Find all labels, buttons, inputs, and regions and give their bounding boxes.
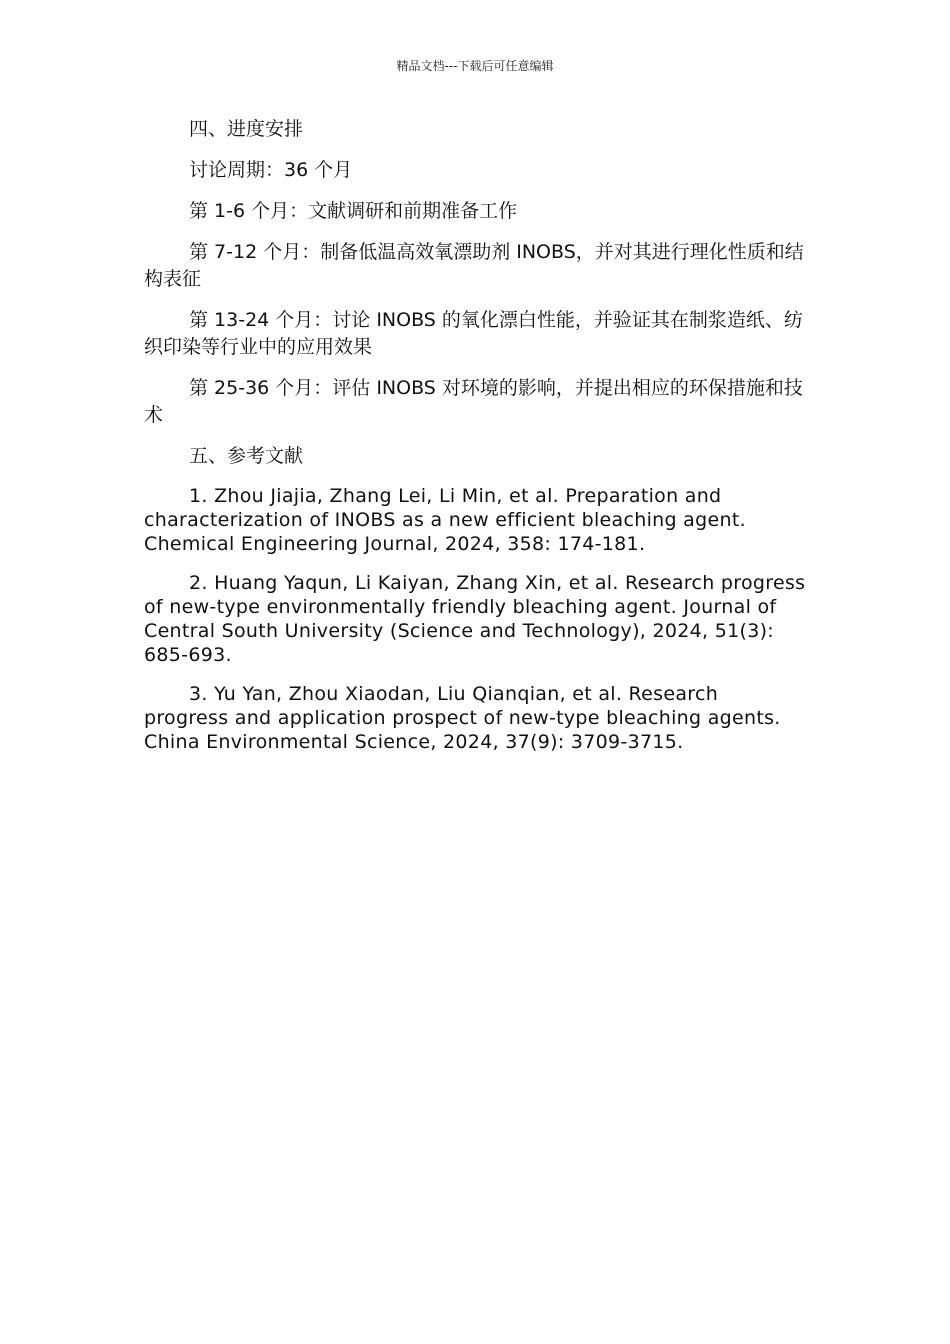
schedule-period: 讨论周期：36 个月: [189, 159, 353, 181]
reference-item: 1. Zhou Jiajia, Zhang Lei, Li Min, et al. Preparation and characterization of INOBS as a new efficient bleaching agent. Chemical Engineering Journal, 2024, 358: 174-181.: [144, 485, 746, 555]
reference-item: 2. Huang Yaqun, Li Kaiyan, Zhang Xin, et al. Research progress of new-type environmentally friendly bleaching agent. Journal of Central South University (Science and Technology), 2024, 51(3): 685-693.: [144, 572, 806, 666]
references-heading: 五、参考文献: [189, 445, 304, 467]
reference-item: 3. Yu Yan, Zhou Xiaodan, Liu Qianqian, et al. Research progress and application prospect of new-type bleaching agents. China Environmental Science, 2024, 37(9): 3709-3715.: [144, 683, 781, 753]
schedule-item: 第 7-12 个月：制备低温高效氧漂助剂 INOBS，并对其进行理化性质和结构表征: [144, 241, 804, 290]
schedule-item: 第 1-6 个月：文献调研和前期准备工作: [189, 200, 518, 222]
page-header: 精品文档---下载后可任意编辑: [396, 59, 554, 73]
schedule-item: 第 13-24 个月：讨论 INOBS 的氧化漂白性能，并验证其在制浆造纸、纺织印染等行业中的应用效果: [144, 309, 803, 358]
document-body: [144, 116, 808, 769]
schedule-heading: 四、进度安排: [189, 118, 304, 140]
schedule-item: 第 25-36 个月：评估 INOBS 对环境的影响，并提出相应的环保措施和技术: [144, 377, 803, 426]
